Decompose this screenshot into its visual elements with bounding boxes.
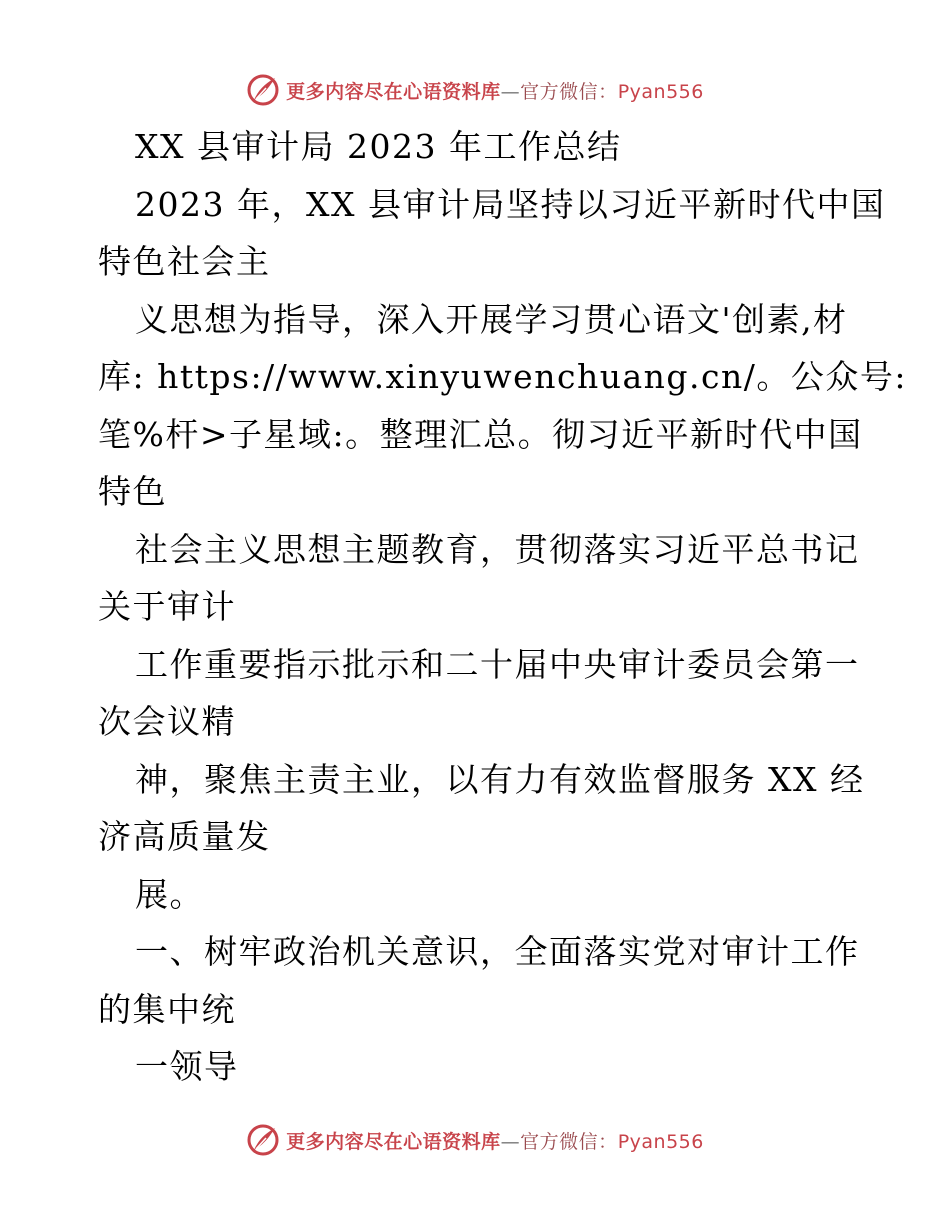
header-watermark xyxy=(0,72,950,108)
watermark-handle: Pyan556 xyxy=(617,80,704,103)
watermark-sub-text: 官方微信： xyxy=(520,80,618,103)
paragraph-line: 一领导 xyxy=(135,1047,239,1086)
paragraph-line: 特色 xyxy=(98,472,167,511)
document-title: XX 县审计局 2023 年工作总结 xyxy=(135,127,622,166)
watermark-text xyxy=(286,1127,704,1154)
watermark-text xyxy=(286,77,704,104)
feather-pen-circle-icon xyxy=(246,73,280,107)
watermark-sub-text: 官方微信： xyxy=(520,1130,618,1153)
paragraph-line: 笔%杆>子星域:。整理汇总。彻习近平新时代中国 xyxy=(98,414,863,454)
paragraph-line: 2023 年，XX 县审计局坚持以习近平新时代中国 xyxy=(135,184,886,224)
document-body xyxy=(98,118,907,1096)
footer-watermark xyxy=(0,1122,950,1158)
paragraph-line: 特色社会主 xyxy=(98,242,271,281)
watermark-main-text: 更多内容尽在心语资料库 xyxy=(286,80,501,103)
paragraph-line: 一、树牢政治机关意识，全面落实党对审计工作 xyxy=(135,932,860,971)
paragraph-line: 展。 xyxy=(135,874,204,914)
watermark-dash: — xyxy=(500,1130,521,1153)
paragraph-line: 关于审计 xyxy=(98,587,236,626)
paragraph-line: 工作重要指示批示和二十届中央审计委员会第一 xyxy=(135,644,860,684)
paragraph-line: 义思想为指导，深入开展学习贯心语文'创素,材 xyxy=(135,299,848,339)
watermark-dash: — xyxy=(500,80,521,103)
paragraph-line: 济高质量发 xyxy=(98,817,271,856)
watermark-handle: Pyan556 xyxy=(617,1130,704,1153)
watermark-main-text: 更多内容尽在心语资料库 xyxy=(286,1130,501,1153)
paragraph-line: 库: https://www.xinyuwenchuang.cn/。公众号: xyxy=(98,357,907,396)
feather-pen-circle-icon xyxy=(246,1123,280,1157)
paragraph-line: 社会主义思想主题教育，贯彻落实习近平总书记 xyxy=(135,529,860,569)
paragraph-line: 次会议精 xyxy=(98,702,236,741)
paragraph-line: 神，聚焦主责主业，以有力有效监督服务 XX 经 xyxy=(135,759,865,799)
paragraph-line: 的集中统 xyxy=(98,989,236,1029)
